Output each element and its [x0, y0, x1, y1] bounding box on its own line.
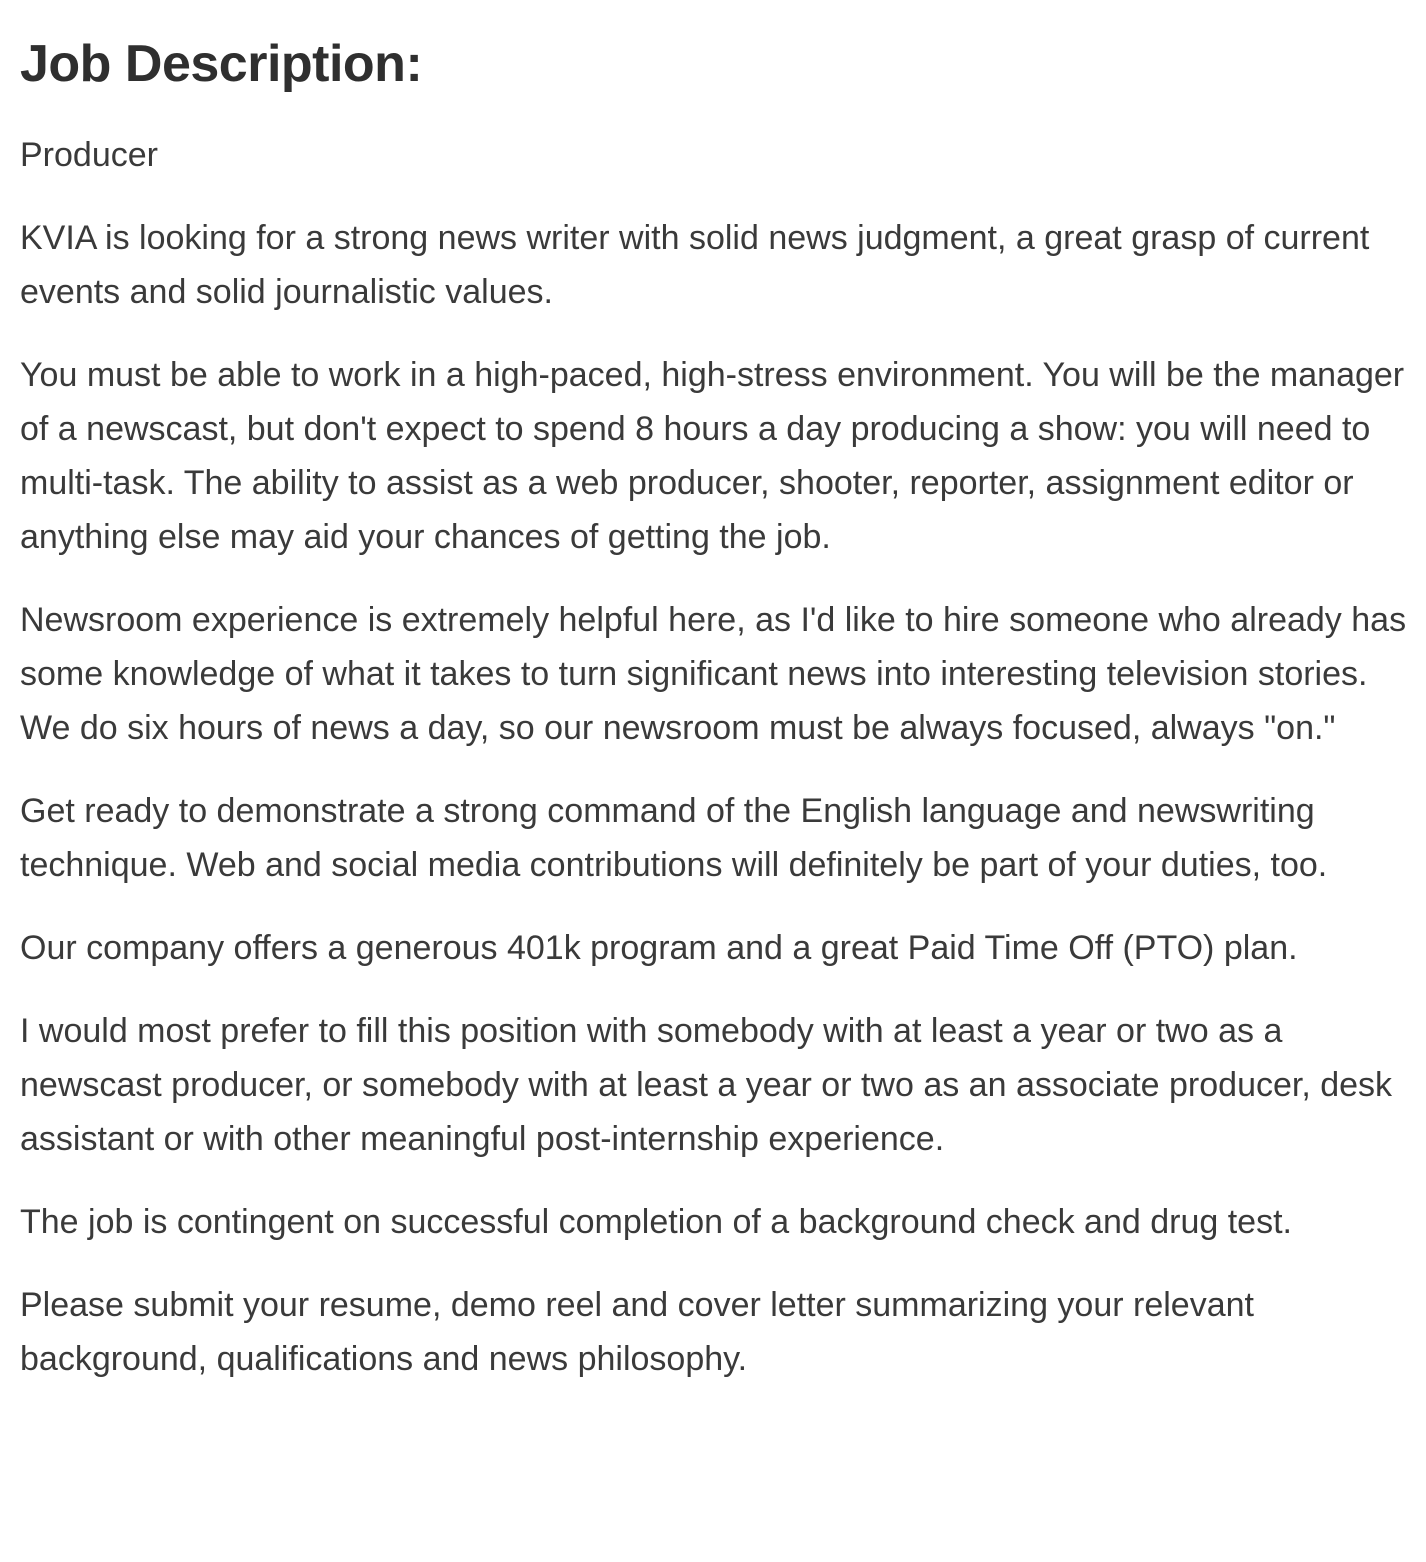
intro-paragraph: KVIA is looking for a strong news writer with solid news judgment, a great grasp of current events and solid journalistic values.	[20, 219, 1370, 311]
benefits-paragraph: Our company offers a generous 401k program and a great Paid Time Off (PTO) plan.	[20, 929, 1298, 967]
experience-paragraph: Newsroom experience is extremely helpful here, as I'd like to hire someone who already has some knowledge of what it takes to turn significant news into interesting television stories. We do six hours of news a day, so our newsroom must be always focused, always "on."	[20, 601, 1407, 747]
skills-paragraph: Get ready to demonstrate a strong command of the English language and newswriting technique. Web and social media contributions will definitely be part of your duties, too.	[20, 792, 1328, 884]
environment-paragraph: You must be able to work in a high-paced, high-stress environment. You will be the manager of a newscast, but don't expect to spend 8 hours a day producing a show: you will need to multi-task. The ability to assist as a web producer, shooter, reporter, assignment editor or anything else may aid your chances of getting the job.	[20, 356, 1405, 556]
contingency-paragraph: The job is contingent on successful completion of a background check and drug test.	[20, 1203, 1292, 1241]
job-title-paragraph: Producer	[20, 136, 158, 174]
job-description-document	[0, 26, 1426, 1386]
submission-paragraph: Please submit your resume, demo reel and cover letter summarizing your relevant background, qualifications and news philosophy.	[20, 1286, 1254, 1378]
page-title: Job Description:	[20, 35, 423, 93]
preference-paragraph: I would most prefer to fill this position with somebody with at least a year or two as a newscast producer, or somebody with at least a year or two as an associate producer, desk assistant or with other meaningful post-internship experience.	[20, 1012, 1393, 1158]
